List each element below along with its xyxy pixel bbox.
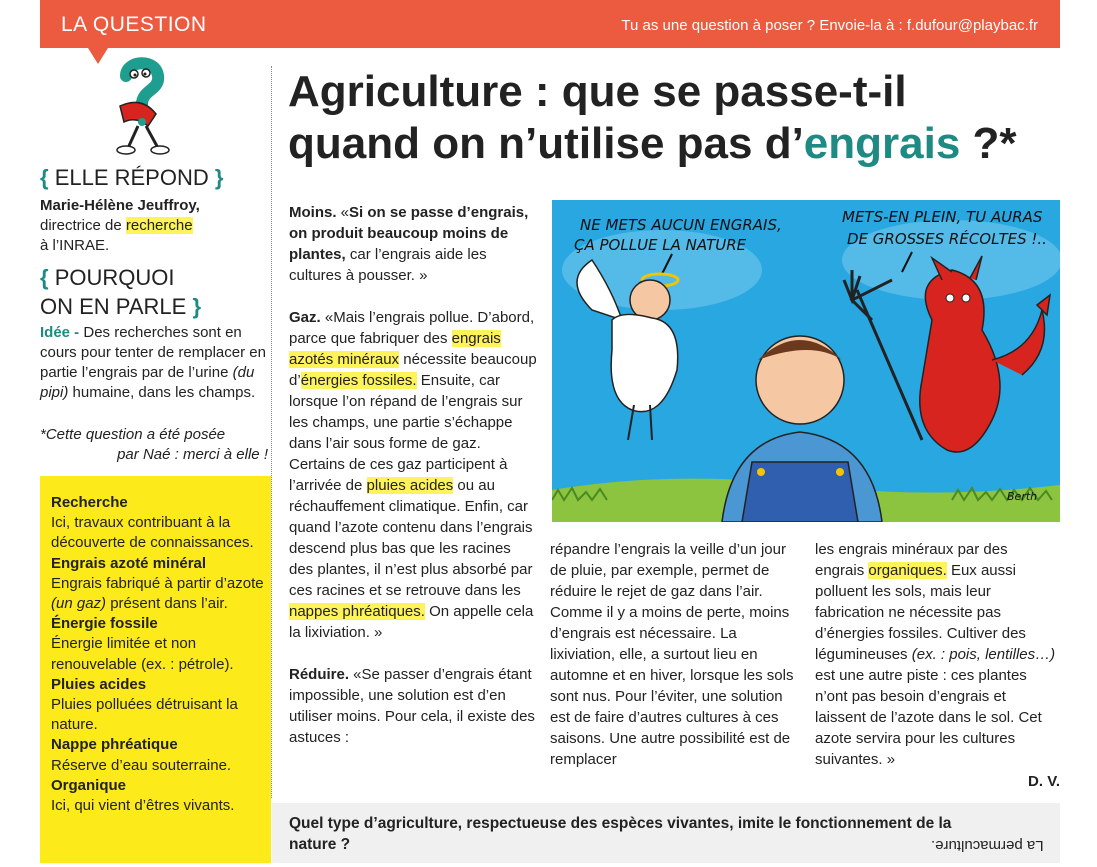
glossary-box xyxy=(40,476,271,863)
cartoon-illustration xyxy=(552,200,1060,522)
column-divider xyxy=(271,66,272,798)
paragraph-col3: les engrais minéraux par des engrais organiques. Eux aussi polluent les sols, mais leur fabrication ne nécessite pas d’énergies fossiles. Cultiver des légumineuses (ex. : pois, lentilles…) est une autre piste : ces plantes n’ont pas besoin d’engrais et laissent de l’azote dans le sol. Cet azote servira pour les cultures suivantes. » xyxy=(815,541,1056,768)
glossary-entry: Recherche Ici, travaux contribuant à la découverte de connaissances. xyxy=(51,494,254,552)
question-mark-mascot-icon xyxy=(98,56,178,156)
elle-repond-heading: { ELLE RÉPOND } xyxy=(40,165,224,190)
top-banner xyxy=(40,0,1060,48)
expert-role: directrice de recherche xyxy=(40,217,193,234)
artist-signature: Berth xyxy=(1007,490,1038,503)
expert-name: Marie-Hélène Jeuffroy, xyxy=(40,197,200,214)
expert-institution: à l’INRAE. xyxy=(40,237,110,254)
glossary-entry: Pluies acides Pluies polluées détruisant la nature. xyxy=(51,675,238,734)
angel-speech-line-1: NE METS AUCUN ENGRAIS, xyxy=(580,216,782,234)
paragraph-gaz: Gaz. «Mais l’engrais pollue. D’abord, parce que fabriquer des engrais azotés minéraux nécessite beaucoup d’énergies fossiles. Ensuite, car lorsque l’on répand de l’engrais sur les champs, une partie s’échappe dans l’air sous forme de gaz. Certains de ces gaz participent à l’arrivée de pluies acides ou au réchauffement climatique. Enfin, car quand l’azote contenu dans l’engrais descend plus bas que les racines des plantes, il n’est plus absorbé par ces racines et se retrouve dans les nappes phréatiques. On appelle cela la lixiviation. » xyxy=(289,309,537,641)
glossary-entry: Nappe phréatique Réserve d’eau souterraine. xyxy=(51,736,232,774)
paragraph-col2: répandre l’engrais la veille d’un jour de pluie, par exemple, permet de réduire le rejet de gaz dans l’air. Comme il y a moins de perte, moins d’engrais est nécessaire. La lixiviation, elle, a surtout lieu en automne et en hiver, lorsque les sols sont nus. Pour l’éviter, une solution est de faire d’autres cultures à ces saisons. Une autre possibilité est de remplacer xyxy=(550,541,794,768)
paragraph-reduire: Réduire. «Se passer d’engrais étant impossible, une solution est d’en utiliser moins. Pour cela, il existe des astuces : xyxy=(289,666,535,746)
article-headline: Agriculture : que se passe-t-il quand on n’utilise pas d’engrais ?* xyxy=(288,67,1017,168)
pourquoi-heading: { POURQUOI ON EN PARLE } xyxy=(40,265,201,319)
angel-speech-line-2: ÇA POLLUE LA NATURE xyxy=(574,236,747,254)
contact-line: Tu as une question à poser ? Envoie-la à : f.dufour@playbac.fr xyxy=(621,17,1038,34)
devil-speech-line-1: METS-EN PLEIN, TU AURAS xyxy=(842,208,1043,226)
quiz-question: Quel type d’agriculture, respectueuse des espèces vivantes, imite le fonctionnement de la nature ? xyxy=(289,815,952,853)
glossary-entry: Engrais azoté minéral Engrais fabriqué à partir d’azote (un gaz) présent dans l’air. xyxy=(51,554,264,613)
glossary-entry: Organique Ici, qui vient d’êtres vivants. xyxy=(51,776,235,815)
article-column-1 xyxy=(289,202,537,748)
question-credit-note: *Cette question a été posée par Naé : merci à elle ! xyxy=(40,426,268,463)
idee-paragraph: Idée - Des recherches sont en cours pour tenter de remplacer en partie l’engrais par de l’urine (du pipi) humaine, dans les champs. xyxy=(40,324,266,401)
section-title: LA QUESTION xyxy=(61,13,207,36)
article-column-2 xyxy=(550,539,802,770)
quiz-answer-upside-down: La permaculture. xyxy=(931,837,1044,854)
glossary-entry: Énergie fossile Énergie limitée et non renouvelable (ex. : pétrole). xyxy=(51,615,234,673)
expert-info xyxy=(40,196,268,256)
devil-speech-line-2: DE GROSSES RÉCOLTES !.. xyxy=(847,230,1047,248)
article-column-3 xyxy=(815,539,1058,770)
paragraph-moins: Moins. «Si on se passe d’engrais, on produit beaucoup moins de plantes, car l’engrais aide les cultures à pousser. » xyxy=(289,204,529,284)
author-signature: D. V. xyxy=(1028,773,1060,790)
quiz-box xyxy=(272,803,1060,863)
